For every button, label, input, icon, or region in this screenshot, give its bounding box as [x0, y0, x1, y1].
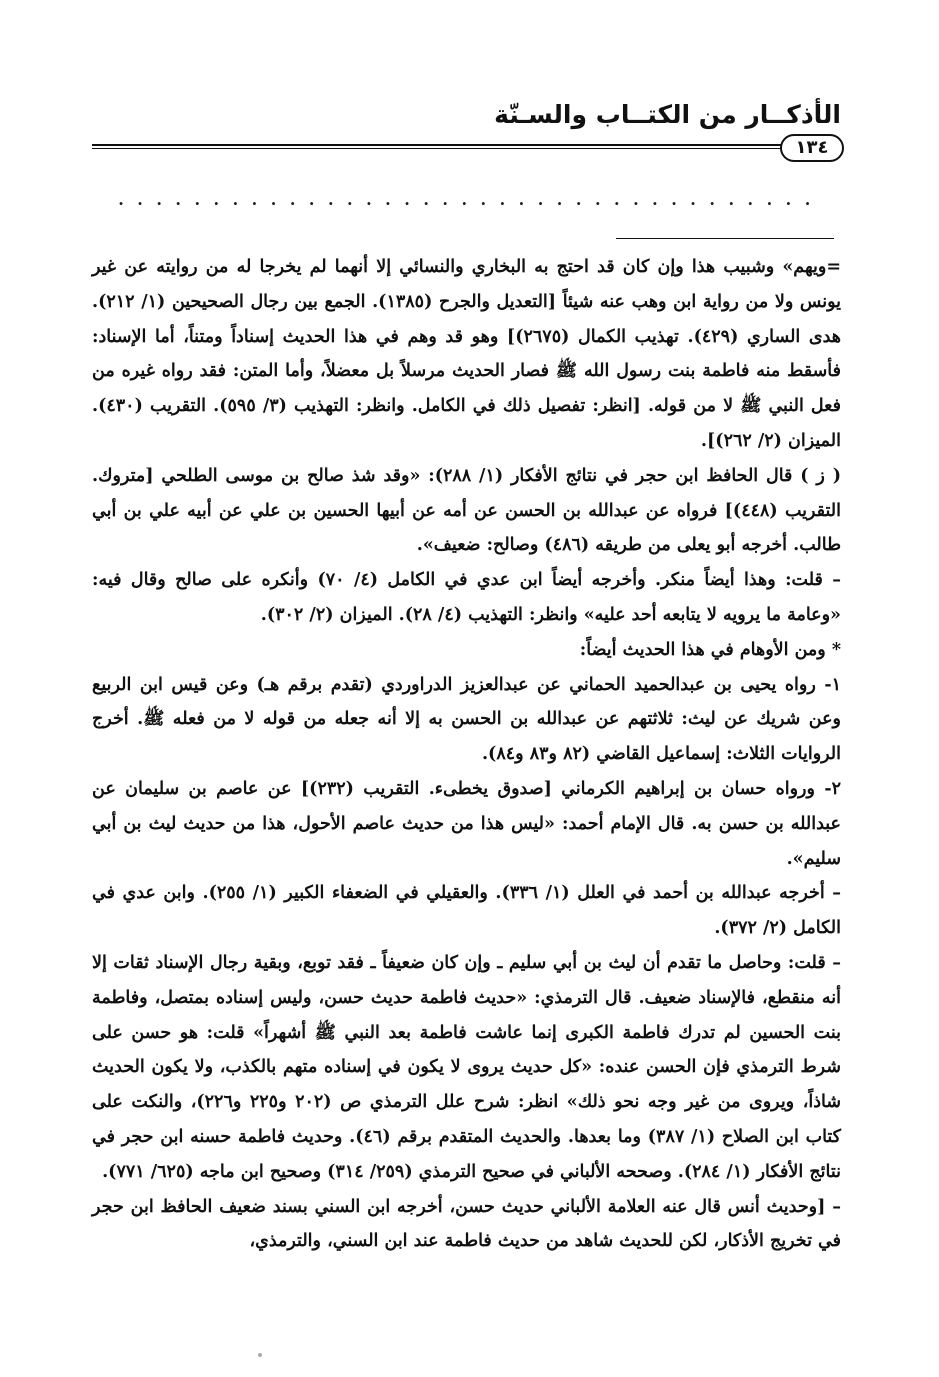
page-number: ١٣٤ — [780, 134, 844, 162]
footnote-text — [92, 250, 841, 1259]
paragraph: =ويهم» وشبيب هذا وإن كان قد احتج به البخاري والنسائي إلا أنهما لم يخرجا له من روايته عن غير يونس ولا من رواية ابن وهب عنه شيئاً [التعديل والجرح (١٣٨٥). الجمع بين رجال الصحيحين (١/ ٢١٢). هدى الساري (٤٢٩). تهذيب الكمال (٢٦٧٥)] وهو قد وهم في هذا الحديث إسناداً ومتناً، أما الإسناد: فأسقط منه فاطمة بنت رسول الله ﷺ فصار الحديث مرسلاً بل معضلاً، وأما المتن: فقد رواه غيره من فعل النبي ﷺ لا من قوله. [انظر: تفصيل ذلك في الكامل. وانظر: التهذيب (٣/ ٥٩٥). التقريب (٤٣٠). الميزان (٢/ ٢٦٢)]. — [92, 257, 842, 451]
footnote-rule — [616, 238, 834, 239]
paragraph: ( ز ) قال الحافظ ابن حجر في نتائج الأفكار (١/ ٢٨٨): «وقد شذ صالح بن موسى الطلحي [متروك. التقريب (٤٤٨)] فرواه عن عبدالله بن الحسن عن أمه عن أبيها الحسين بن علي عن أبيه علي بن أبي طالب. أخرجه أبو يعلى من طريقه (٤٨٦) وصالح: ضعيف». — [92, 465, 842, 556]
header-double-rule — [92, 144, 794, 149]
paragraph: ١- رواه يحيى بن عبدالحميد الحماني عن عبدالعزيز الدراوردي (تقدم برقم هـ) وعن قيس ابن الربيع وعن شريك عن ليث: ثلاثتهم عن عبدالله بن الحسن به إلا أنه جعله من قوله لا من فعله ﷺ. أخرج الروايات الثلاث: إسماعيل القاضي (٨٢ و٨٣ و٨٤). — [92, 674, 841, 765]
paragraph: * ومن الأوهام في هذا الحديث أيضاً: — [579, 639, 841, 660]
scan-mark — [258, 1353, 262, 1357]
paragraph: – قلت: وحاصل ما تقدم أن ليث بن أبي سليم ـ وإن كان ضعيفاً ـ فقد توبع، وبقية رجال الإسناد ثقات إلا أنه منقطع، فالإسناد ضعيف. قال الترمذي: «حديث فاطمة حديث حسن، وليس إسناده بمتصل، وفاطمة بنت الحسين لم تدرك فاطمة الكبرى إنما عاشت فاطمة بعد النبي ﷺ أشهراً» قلت: هو حسن على شرط الترمذي فإن الحسن عنده: «كل حديث يروى لا يكون في إسناده متهم بالكذب، ولا يكون الحديث شاذاً، ويروى من غير وجه نحو ذلك» انظر: شرح علل الترمذي ص (٢٠٢ و٢٢٥ و٢٢٦)، والنكت على كتاب ابن الصلاح (١/ ٣٨٧) وما بعدها. والحديث المتقدم برقم (٤٦). وحديث فاطمة حسنه ابن حجر في نتائج الأفكار (١/ ٢٨٤). وصححه الألباني في صحيح الترمذي (٢٥٩/ ٣١٤) وصحيح ابن ماجه (٦٢٥/ ٧٧١). — [92, 952, 842, 1182]
dotted-separator: ..................................... — [118, 190, 824, 209]
paragraph: – [وحديث أنس قال عنه العلامة الألباني حديث حسن، أخرجه ابن السني بسند ضعيف الحافظ ابن حجر في تخريج الأذكار، لكن للحديث شاهد من حديث فاطمة عند ابن السني، والترمذي، — [92, 1196, 841, 1252]
running-title: الأذكــار من الكتــاب والسـنّة — [494, 100, 841, 129]
paragraph: – قلت: وهذا أيضاً منكر. وأخرجه أيضاً ابن عدي في الكامل (٤/ ٧٠) وأنكره على صالح وقال فيه: «وعامة ما يرويه لا يتابعه أحد عليه» وانظر: التهذيب (٤/ ٢٨). الميزان (٢/ ٣٠٢). — [92, 570, 841, 625]
paragraph: – أخرجه عبدالله بن أحمد في العلل (١/ ٣٣٦). والعقيلي في الضعفاء الكبير (١/ ٢٥٥). وابن عدي في الكامل (٢/ ٣٧٢). — [92, 883, 842, 939]
header-rule-box — [92, 134, 844, 158]
paragraph: ٢- ورواه حسان بن إبراهيم الكرماني [صدوق يخطىء. التقريب (٢٣٢)] عن عاصم بن سليمان عن عبدالله بن حسن به. قال الإمام أحمد: «ليس هذا من حديث عاصم الأحول، هذا من حديث ليث بن أبي سليم». — [92, 778, 841, 869]
